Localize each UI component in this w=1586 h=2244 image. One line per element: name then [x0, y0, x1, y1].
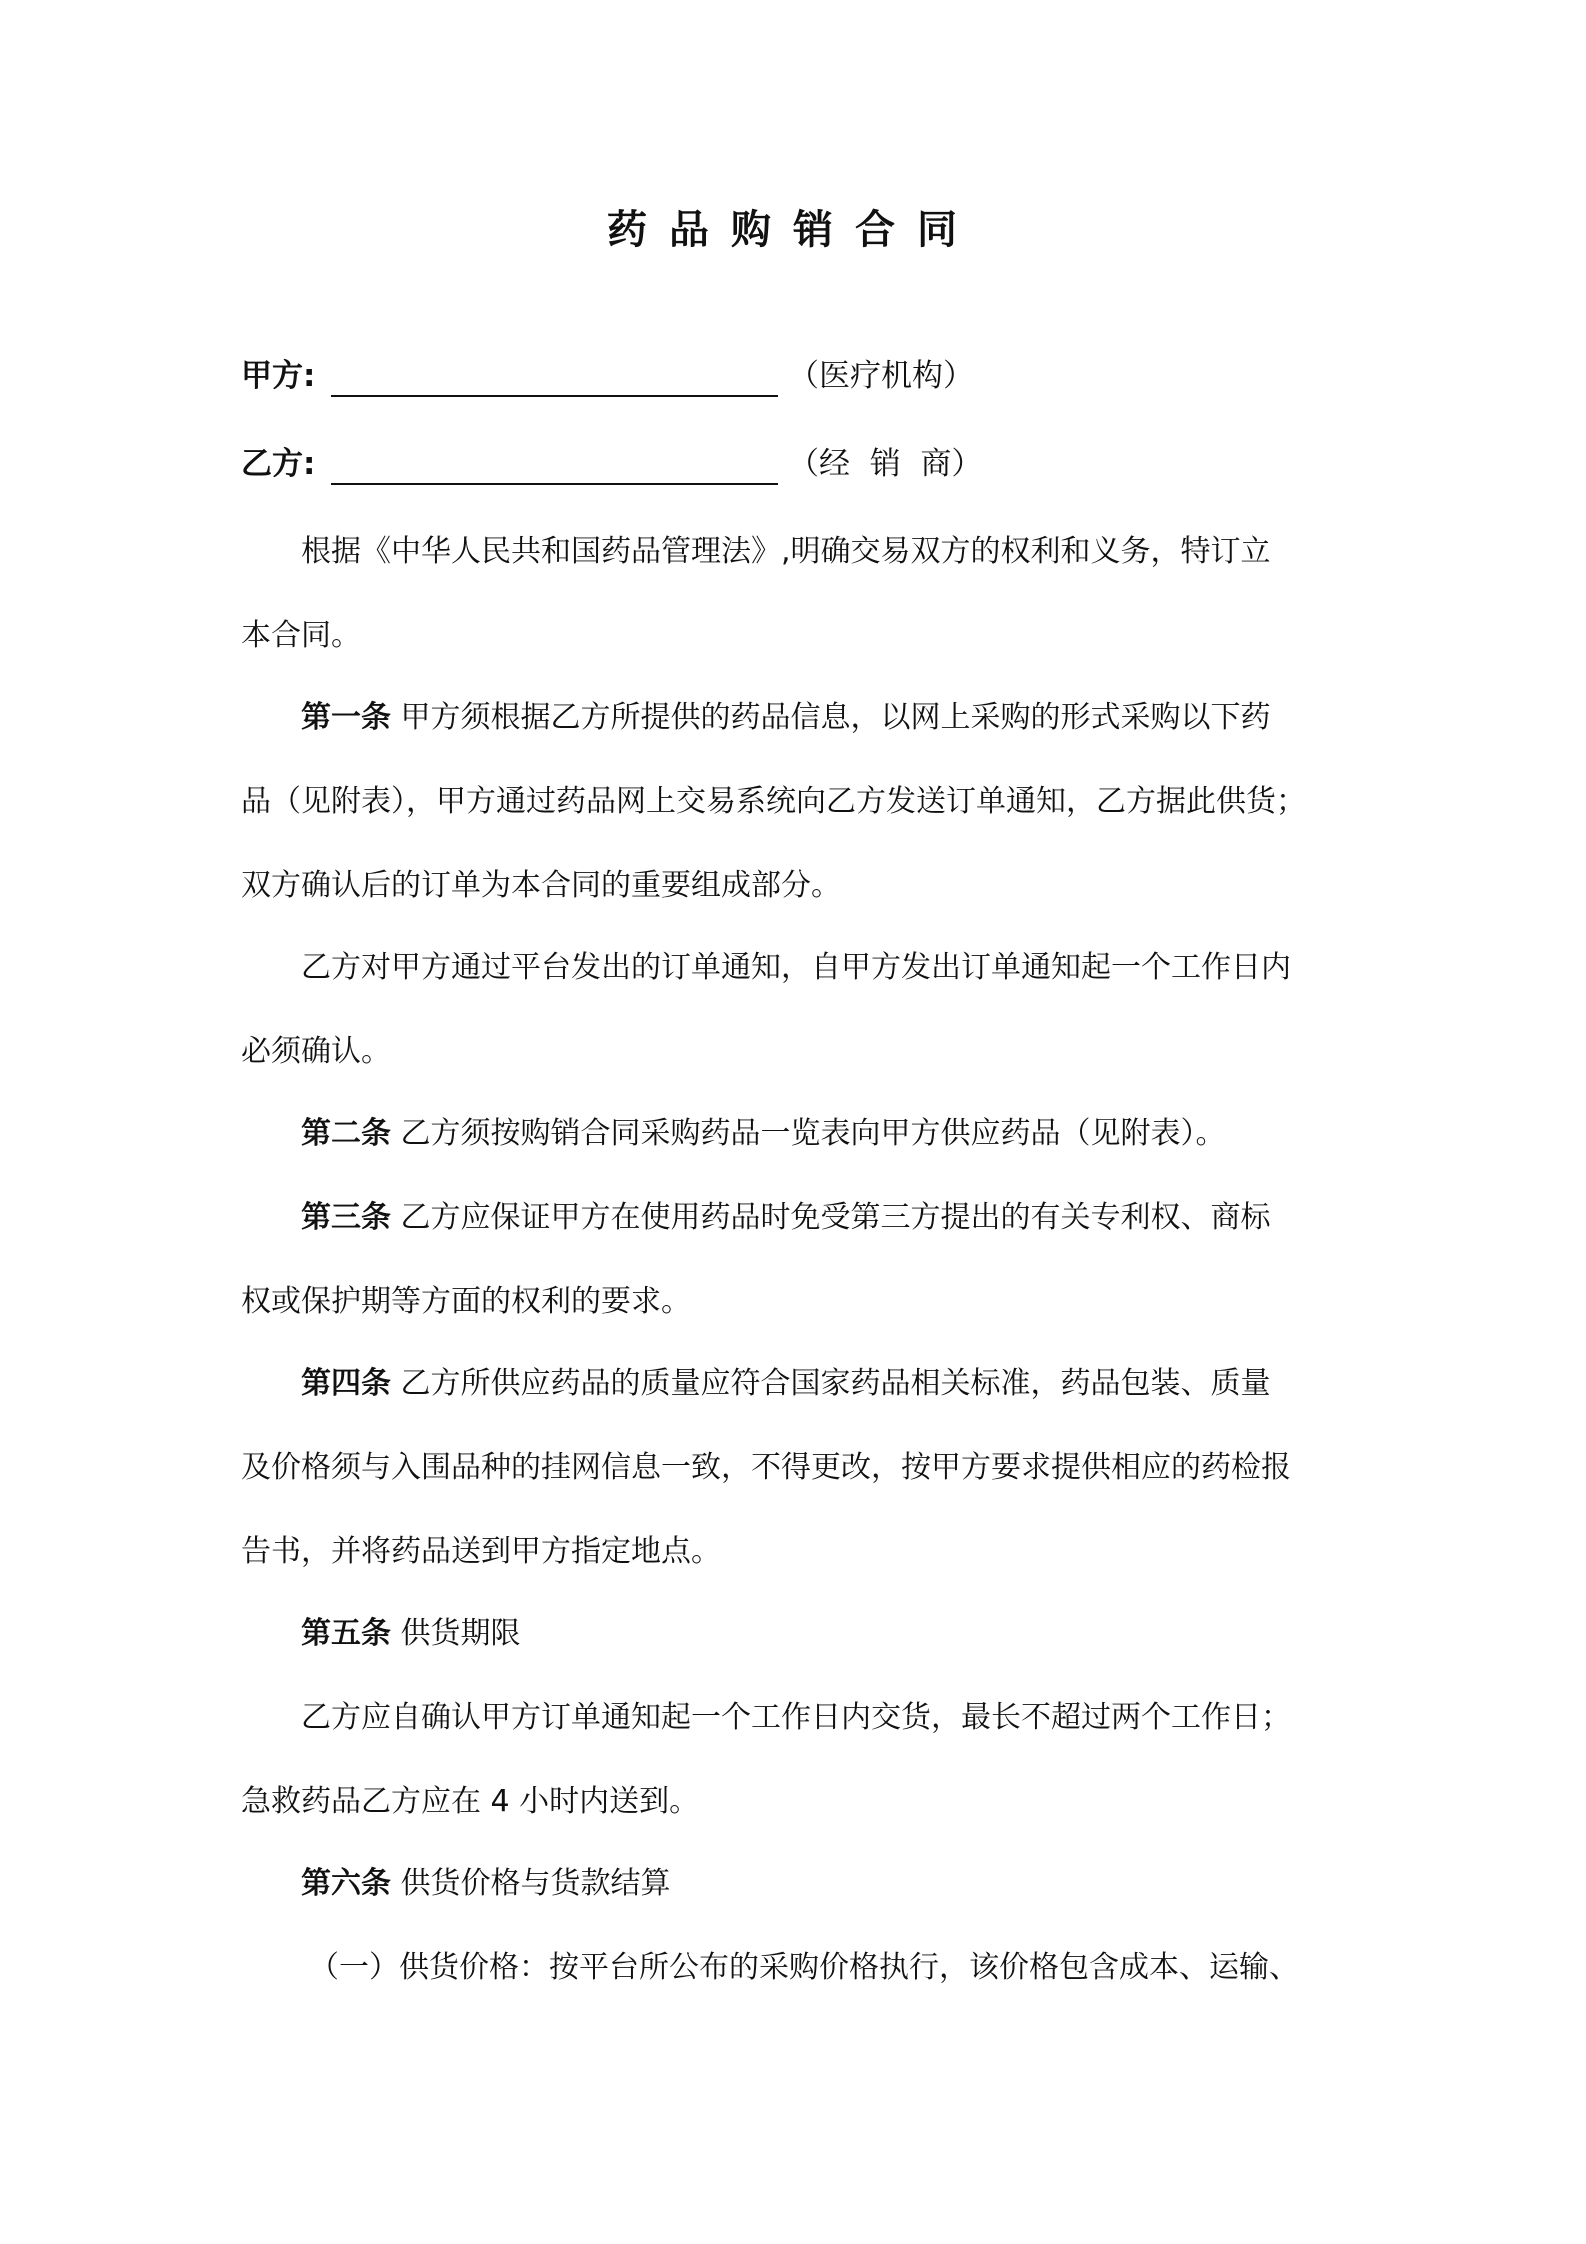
- party-b-role: （经 销 商）: [788, 446, 983, 482]
- party-a-row: [241, 348, 974, 404]
- article-6-item-1-line: （一）供货价格：按平台所公布的采购价格执行，该价格包含成本、运输、: [309, 1950, 1299, 1985]
- article-2-paragraph: [241, 1092, 1351, 1176]
- article-2-line: [241, 1092, 1351, 1176]
- article-1-text: 甲方须根据乙方所提供的药品信息，以网上采购的形式采购以下药: [400, 700, 1271, 735]
- article-5-body-paragraph: [241, 1676, 1351, 1844]
- party-a-label: 甲方:: [241, 358, 316, 394]
- article-1-paragraph: [241, 676, 1351, 928]
- article-1-note-line: 乙方对甲方通过平台发出的订单通知，自甲方发出订单通知起一个工作日内: [301, 950, 1291, 985]
- article-1-note-paragraph: [241, 926, 1351, 1094]
- article-5-heading-paragraph: [241, 1592, 1351, 1676]
- article-5-heading-line: [241, 1592, 1351, 1676]
- article-1-heading: 第一条: [301, 700, 391, 735]
- article-3-text: 乙方应保证甲方在使用药品时免受第三方提出的有关专利权、商标: [400, 1200, 1271, 1235]
- article-4-line: 告书，并将药品送到甲方指定地点。: [241, 1534, 721, 1569]
- article-2-text: 乙方须按购销合同采购药品一览表向甲方供应药品（见附表）。: [400, 1116, 1226, 1151]
- article-4-text: 乙方所供应药品的质量应符合国家药品相关标准，药品包装、质量: [400, 1366, 1271, 1401]
- party-b-row: [241, 436, 982, 492]
- party-a-role: （医疗机构）: [788, 358, 974, 394]
- preamble-paragraph: [241, 510, 1351, 678]
- article-1-line: 双方确认后的订单为本合同的重要组成部分。: [241, 868, 841, 903]
- article-3-line: 权或保护期等方面的权利的要求。: [241, 1284, 691, 1319]
- article-6-title: 供货价格与货款结算: [400, 1866, 671, 1901]
- article-4-heading: 第四条: [301, 1366, 391, 1401]
- article-4-paragraph: [241, 1342, 1351, 1594]
- article-5-body-line: 急救药品乙方应在 4 小时内送到。: [241, 1784, 700, 1819]
- party-a-blank-line: [331, 355, 778, 397]
- party-b-label: 乙方:: [241, 446, 316, 482]
- article-6-item-1-paragraph: [241, 1926, 1351, 2010]
- article-1-line: 品（见附表），甲方通过药品网上交易系统向乙方发送订单通知，乙方据此供货；: [241, 784, 1306, 819]
- preamble-line: 根据《中华人民共和国药品管理法》,明确交易双方的权利和义务，特订立: [301, 534, 1271, 569]
- article-5-heading: 第五条: [301, 1616, 391, 1651]
- preamble-line: 本合同。: [241, 618, 361, 653]
- document-title: 药品购销合同: [607, 207, 979, 253]
- article-5-body-line: 乙方应自确认甲方订单通知起一个工作日内交货，最长不超过两个工作日；: [301, 1700, 1291, 1735]
- article-4-line: 及价格须与入围品种的挂网信息一致，不得更改，按甲方要求提供相应的药检报: [241, 1450, 1291, 1485]
- article-3-heading: 第三条: [301, 1200, 391, 1235]
- article-4-first-line: [241, 1342, 1351, 1426]
- article-1-note-line: 必须确认。: [241, 1034, 391, 1069]
- article-6-heading-paragraph: [241, 1842, 1351, 1926]
- party-b-blank-line: [331, 443, 778, 485]
- article-3-first-line: [241, 1176, 1351, 1260]
- article-1-first-line: [241, 676, 1351, 760]
- article-3-paragraph: [241, 1176, 1351, 1344]
- article-6-heading: 第六条: [301, 1866, 391, 1901]
- article-2-heading: 第二条: [301, 1116, 391, 1151]
- article-5-title: 供货期限: [400, 1616, 521, 1651]
- article-6-heading-line: [241, 1842, 1351, 1926]
